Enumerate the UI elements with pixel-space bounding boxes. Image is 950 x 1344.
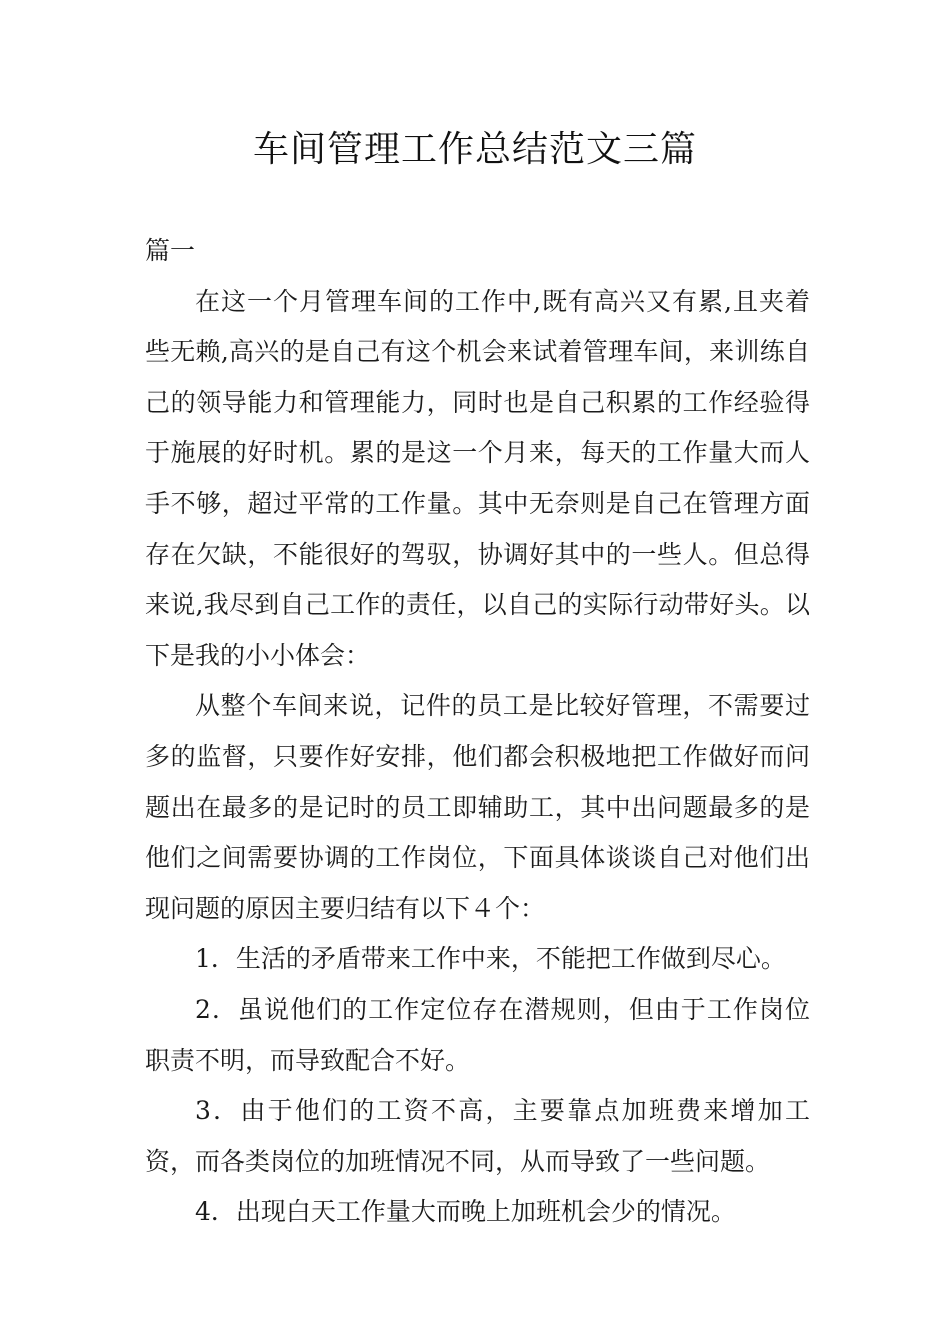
section-heading: 篇一 [145,236,196,265]
list-item-3: 3．由于他们的工资不高，主要靠点加班费来增加工资，而各类岗位的加班情况不同，从而导致了一些问题。 [145,1096,810,1176]
body-paragraph-analysis: 从整个车间来说，记件的员工是比较好管理，不需要过多的监督，只要作好安排，他们都会积极地把工作做好而问题出在最多的是记时的员工即辅助工，其中出问题最多的是他们之间需要协调的工作岗位，下面具体谈谈自己对他们出现问题的原因主要归结有以下４个： [145,691,810,923]
document-body [145,226,810,1238]
list-item-2: 2．虽说他们的工作定位存在潜规则，但由于工作岗位职责不明，而导致配合不好。 [145,994,810,1075]
document-title: 车间管理工作总结范文三篇 [252,129,697,170]
list-item-4: 4．出现白天工作量大而晚上加班机会少的情况。 [195,1197,736,1227]
list-item-1: 1．生活的矛盾带来工作中来，不能把工作做到尽心。 [195,944,786,974]
body-paragraph-intro: 在这一个月管理车间的工作中,既有高兴又有累,且夹着些无赖,高兴的是自己有这个机会来试着管理车间，来训练自己的领导能力和管理能力，同时也是自己积累的工作经验得于施展的好时机。累的是这一个月来，每天的工作量大而人手不够，超过平常的工作量。其中无奈则是自己在管理方面存在欠缺，不能很好的驾驭，协调好其中的一些人。但总得来说,我尽到自己工作的责任，以自己的实际行动带好头。以下是我的小小体会： [145,286,810,670]
